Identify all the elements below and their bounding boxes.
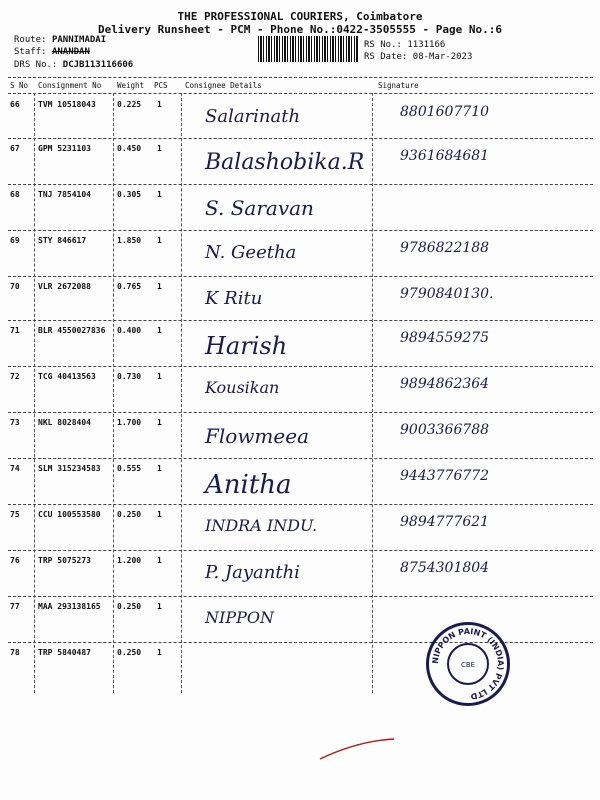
row-sno: 71 — [10, 326, 20, 335]
row-weight: 0.730 — [117, 372, 142, 381]
row-sno: 69 — [10, 236, 20, 245]
row-pcs: 1 — [157, 372, 162, 381]
drs-value: DCJB113116606 — [62, 60, 134, 70]
rs-date-line — [364, 52, 472, 62]
col-sno: S No — [10, 81, 29, 90]
row-consignment-no: NKL 8028404 — [38, 418, 91, 427]
signature-phone: 9361684681 — [400, 148, 490, 164]
rs-no-line — [364, 40, 445, 50]
row-sno: 67 — [10, 144, 20, 153]
row-sno: 74 — [10, 464, 20, 473]
svg-text:NIPPON PAINT (INDIA) PVT LTD: NIPPON PAINT (INDIA) PVT LTD — [430, 626, 506, 701]
row-pcs: 1 — [157, 326, 162, 335]
row-weight: 0.225 — [117, 100, 142, 109]
consignee-name: Balashobika.R — [205, 150, 365, 175]
row-weight: 0.765 — [117, 282, 142, 291]
row-consignment-no: TCG 40413563 — [38, 372, 96, 381]
table-header-rule — [8, 93, 593, 94]
staff-label: Staff: — [14, 47, 47, 57]
consignee-name: K Ritu — [205, 288, 263, 309]
pen-mark — [318, 735, 398, 765]
row-rule — [8, 504, 593, 505]
signature-phone: 9786822188 — [400, 240, 490, 256]
row-pcs: 1 — [157, 510, 162, 519]
consignee-name: NIPPON — [205, 608, 274, 627]
row-weight: 0.305 — [117, 190, 142, 199]
col-divider — [181, 93, 182, 693]
col-weight: Weight — [117, 81, 145, 90]
row-weight: 0.250 — [117, 602, 142, 611]
row-sno: 75 — [10, 510, 20, 519]
row-rule — [8, 366, 593, 367]
consignee-name: N. Geetha — [205, 242, 297, 263]
row-weight: 0.555 — [117, 464, 142, 473]
consignee-name: P. Jayanthi — [205, 562, 300, 583]
table-header — [8, 79, 593, 93]
row-sno: 70 — [10, 282, 20, 291]
row-sno: 78 — [10, 648, 20, 657]
table-top-rule — [8, 77, 593, 78]
col-divider — [372, 93, 373, 693]
drs-line — [14, 60, 133, 70]
consignee-name: Harish — [205, 332, 288, 360]
consignee-name: Kousikan — [205, 378, 280, 397]
row-sno: 68 — [10, 190, 20, 199]
row-rule — [8, 596, 593, 597]
row-rule — [8, 184, 593, 185]
col-signature: Signature — [378, 81, 419, 90]
signature-phone: 9894862364 — [400, 376, 490, 392]
consignee-name: Anitha — [205, 470, 292, 500]
consignee-name: Salarinath — [205, 106, 301, 127]
row-weight: 0.250 — [117, 510, 142, 519]
row-rule — [8, 550, 593, 551]
row-weight: 1.700 — [117, 418, 142, 427]
row-consignment-no: GPM 5231103 — [38, 144, 91, 153]
rs-no-label: RS No.: — [364, 40, 402, 50]
signature-phone: 9003366788 — [400, 422, 490, 438]
row-rule — [8, 138, 593, 139]
col-divider — [113, 93, 114, 693]
row-weight: 0.250 — [117, 648, 142, 657]
signature-phone: 9443776772 — [400, 468, 490, 484]
row-consignment-no: TRP 5840487 — [38, 648, 91, 657]
staff-value: ANANDAN — [51, 47, 90, 57]
staff-line — [14, 47, 90, 57]
document-subtitle: Delivery Runsheet - PCM - Phone No.:0422-3505555 - Page No.:6 — [98, 23, 502, 36]
row-weight: 1.850 — [117, 236, 142, 245]
row-sno: 72 — [10, 372, 20, 381]
row-consignment-no: BLR 4550027836 — [38, 326, 106, 335]
row-consignment-no: STY 846617 — [38, 236, 87, 245]
row-sno: 73 — [10, 418, 20, 427]
row-pcs: 1 — [157, 190, 162, 199]
row-pcs: 1 — [157, 602, 162, 611]
row-pcs: 1 — [157, 100, 162, 109]
seal-center: CBE — [447, 643, 489, 685]
row-pcs: 1 — [157, 282, 162, 291]
rs-no-value: 1131166 — [407, 40, 446, 50]
col-consignee: Consignee Details — [185, 81, 262, 90]
row-consignment-no: TRP 5075273 — [38, 556, 91, 565]
row-consignment-no: CCU 100553580 — [38, 510, 101, 519]
row-sno: 77 — [10, 602, 20, 611]
document-title: THE PROFESSIONAL COURIERS, Coimbatore — [177, 10, 423, 23]
row-consignment-no: TVM 10518043 — [38, 100, 96, 109]
signature-phone: 9790840130. — [400, 286, 494, 302]
row-pcs: 1 — [157, 144, 162, 153]
row-pcs: 1 — [157, 418, 162, 427]
row-weight: 0.400 — [117, 326, 142, 335]
route-line — [14, 35, 106, 45]
col-divider — [34, 93, 35, 693]
barcode — [258, 36, 358, 62]
consignee-name: INDRA INDU. — [205, 516, 318, 535]
row-rule — [8, 458, 593, 459]
consignee-name: S. Saravan — [205, 196, 314, 220]
row-rule — [8, 320, 593, 321]
signature-phone: 8754301804 — [400, 560, 490, 576]
row-pcs: 1 — [157, 648, 162, 657]
signature-phone: 9894559275 — [400, 330, 490, 346]
rs-date-label: RS Date: — [364, 52, 408, 62]
row-weight: 1.200 — [117, 556, 142, 565]
signature-phone: 9894777621 — [400, 514, 490, 530]
row-consignment-no: VLR 2672088 — [38, 282, 91, 291]
route-value: PANNIMADAI — [51, 35, 107, 45]
row-pcs: 1 — [157, 556, 162, 565]
row-consignment-no: TNJ 7854104 — [38, 190, 91, 199]
rs-date-value: 08-Mar-2023 — [412, 52, 473, 62]
row-sno: 66 — [10, 100, 20, 109]
drs-label: DRS No.: — [14, 60, 58, 70]
col-consignment: Consignment No — [38, 81, 102, 90]
col-pcs: PCS — [154, 81, 168, 90]
consignee-name: Flowmeea — [205, 424, 309, 448]
row-pcs: 1 — [157, 464, 162, 473]
company-seal — [426, 622, 510, 706]
row-pcs: 1 — [157, 236, 162, 245]
row-consignment-no: SLM 315234583 — [38, 464, 101, 473]
row-rule — [8, 276, 593, 277]
row-rule — [8, 412, 593, 413]
signature-phone: 8801607710 — [400, 104, 490, 120]
row-rule — [8, 230, 593, 231]
row-weight: 0.450 — [117, 144, 142, 153]
row-consignment-no: MAA 293138165 — [38, 602, 101, 611]
route-label: Route: — [14, 35, 47, 45]
row-sno: 76 — [10, 556, 20, 565]
